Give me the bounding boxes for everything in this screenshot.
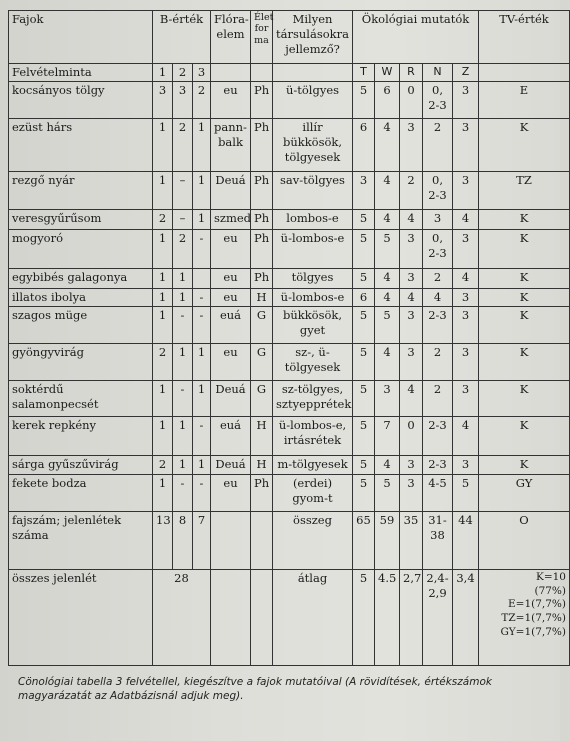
flora-elem: eu xyxy=(211,343,251,380)
osszeg-z: 44 xyxy=(453,511,479,569)
eco-w: 5 xyxy=(375,229,400,268)
empty-cell xyxy=(273,64,353,82)
tv-summary-line: K=10 xyxy=(535,570,566,583)
species-row xyxy=(9,118,570,171)
tarsulas: tölgyes xyxy=(273,268,353,288)
tv-summary xyxy=(479,569,570,665)
b-value-2: - xyxy=(173,474,193,511)
felvetel-3: 3 xyxy=(193,64,211,82)
eco-r: 4 xyxy=(400,288,423,306)
b-value-1: 1 xyxy=(153,416,173,455)
fajszam-b3: 7 xyxy=(193,511,211,569)
tv-ertek: K xyxy=(479,380,570,416)
atlag-label: átlag xyxy=(273,569,353,665)
eco-header-z: Z xyxy=(453,64,479,82)
eco-r: 3 xyxy=(400,306,423,343)
eco-z: 3 xyxy=(453,229,479,268)
species-row xyxy=(9,229,570,268)
b-value-2: 1 xyxy=(173,288,193,306)
osszes-label: összes jelenlét xyxy=(9,569,153,665)
b-value-3: 1 xyxy=(193,171,211,209)
eletforma: G xyxy=(251,380,273,416)
eco-t: 5 xyxy=(353,81,375,118)
eco-n: 4-5 xyxy=(423,474,453,511)
felvetel-1: 1 xyxy=(153,64,173,82)
eco-r: 3 xyxy=(400,118,423,171)
header-eletforma: Élet for ma xyxy=(251,11,273,64)
tv-ertek: TZ xyxy=(479,171,570,209)
tarsulas: ü-lombos-e xyxy=(273,288,353,306)
eco-header-n: N xyxy=(423,64,453,82)
eco-z: 3 xyxy=(453,81,479,118)
eco-z: 3 xyxy=(453,343,479,380)
eco-w: 4 xyxy=(375,288,400,306)
species-name: ezüst hárs xyxy=(9,118,153,171)
tv-summary-line: E=1(7,7%) xyxy=(507,598,566,611)
eco-t: 5 xyxy=(353,343,375,380)
eco-w: 4 xyxy=(375,343,400,380)
species-row xyxy=(9,171,570,209)
tv-summary-line: TZ=1(7,7%) xyxy=(501,611,566,624)
fajszam-row xyxy=(9,511,570,569)
species-name: egybibés galagonya xyxy=(9,268,153,288)
b-value-3: - xyxy=(193,306,211,343)
header-row xyxy=(9,11,570,64)
header-flora-elem: Flóra-elem xyxy=(211,11,251,64)
b-value-2: 1 xyxy=(173,343,193,380)
b-value-2: – xyxy=(173,209,193,229)
eco-n: 2-3 xyxy=(423,455,453,474)
species-name: soktérdű salamonpecsét xyxy=(9,380,153,416)
b-value-2: 3 xyxy=(173,81,193,118)
atlag-z: 3,4 xyxy=(453,569,479,665)
flora-elem: euá xyxy=(211,416,251,455)
eco-w: 7 xyxy=(375,416,400,455)
eco-z: 3 xyxy=(453,455,479,474)
eco-t: 5 xyxy=(353,268,375,288)
flora-elem: szmed xyxy=(211,209,251,229)
tv-ertek: K xyxy=(479,229,570,268)
b-value-3 xyxy=(193,268,211,288)
b-value-2: – xyxy=(173,171,193,209)
empty-cell xyxy=(211,569,251,665)
eco-r: 3 xyxy=(400,455,423,474)
species-name: kerek repkény xyxy=(9,416,153,455)
eco-n: 4 xyxy=(423,288,453,306)
eletforma: H xyxy=(251,288,273,306)
eletforma: G xyxy=(251,306,273,343)
b-value-1: 3 xyxy=(153,81,173,118)
tv-ertek: K xyxy=(479,343,570,380)
eletforma: Ph xyxy=(251,118,273,171)
species-name: mogyoró xyxy=(9,229,153,268)
species-name: sárga gyűszűvirág xyxy=(9,455,153,474)
b-value-3: 2 xyxy=(193,81,211,118)
felvetelminta-row xyxy=(9,64,570,82)
empty-cell xyxy=(211,511,251,569)
tv-ertek: K xyxy=(479,288,570,306)
felvetelminta-label: Felvételminta xyxy=(9,64,153,82)
tv-ertek: K xyxy=(479,416,570,455)
flora-elem: eu xyxy=(211,474,251,511)
b-value-1: 2 xyxy=(153,343,173,380)
empty-cell xyxy=(251,569,273,665)
eco-r: 3 xyxy=(400,474,423,511)
b-value-2: - xyxy=(173,306,193,343)
species-row xyxy=(9,380,570,416)
b-value-3: 1 xyxy=(193,118,211,171)
eco-n: 2-3 xyxy=(423,306,453,343)
eco-n: 2-3 xyxy=(423,416,453,455)
tv-ertek: K xyxy=(479,268,570,288)
species-row xyxy=(9,81,570,118)
eco-w: 4 xyxy=(375,209,400,229)
eco-r: 3 xyxy=(400,343,423,380)
eletforma: H xyxy=(251,416,273,455)
tarsulas: lombos-e xyxy=(273,209,353,229)
flora-elem: euá xyxy=(211,306,251,343)
flora-elem: Deuá xyxy=(211,380,251,416)
species-name: rezgő nyár xyxy=(9,171,153,209)
eco-t: 5 xyxy=(353,229,375,268)
eco-n: 2 xyxy=(423,268,453,288)
eco-t: 6 xyxy=(353,288,375,306)
eco-z: 3 xyxy=(453,306,479,343)
eco-n: 0, 2-3 xyxy=(423,171,453,209)
flora-elem: eu xyxy=(211,268,251,288)
species-row xyxy=(9,343,570,380)
eco-w: 6 xyxy=(375,81,400,118)
species-row xyxy=(9,209,570,229)
fajszam-b1: 13 xyxy=(153,511,173,569)
eco-header-r: R xyxy=(400,64,423,82)
b-value-1: 1 xyxy=(153,171,173,209)
b-value-3: - xyxy=(193,416,211,455)
eco-t: 5 xyxy=(353,380,375,416)
eco-t: 5 xyxy=(353,209,375,229)
eco-z: 3 xyxy=(453,171,479,209)
felvetel-2: 2 xyxy=(173,64,193,82)
eco-z: 4 xyxy=(453,416,479,455)
b-value-2: 1 xyxy=(173,455,193,474)
species-name: illatos ibolya xyxy=(9,288,153,306)
b-value-2: 2 xyxy=(173,118,193,171)
b-value-3: 1 xyxy=(193,343,211,380)
fajszam-b2: 8 xyxy=(173,511,193,569)
b-value-1: 1 xyxy=(153,268,173,288)
eletforma: Ph xyxy=(251,474,273,511)
empty-cell xyxy=(211,64,251,82)
flora-elem: eu xyxy=(211,229,251,268)
eco-t: 5 xyxy=(353,416,375,455)
eletforma: Ph xyxy=(251,81,273,118)
flora-elem: Deuá xyxy=(211,171,251,209)
eco-t: 6 xyxy=(353,118,375,171)
b-value-1: 1 xyxy=(153,288,173,306)
b-value-3: 1 xyxy=(193,209,211,229)
b-value-1: 2 xyxy=(153,455,173,474)
species-row xyxy=(9,288,570,306)
eco-r: 3 xyxy=(400,229,423,268)
eco-z: 4 xyxy=(453,268,479,288)
flora-elem: eu xyxy=(211,81,251,118)
eco-w: 4 xyxy=(375,455,400,474)
atlag-w: 4.5 xyxy=(375,569,400,665)
tarsulas: sz-tölgyes, sztyepprétek xyxy=(273,380,353,416)
header-fajok: Fajok xyxy=(9,11,153,64)
table-caption: Cönológiai tabella 3 felvétellel, kiegészítve a fajok mutatóival (A rövidítések, értékszámok magyarázatát az Adatbázisnál adjuk meg). xyxy=(18,676,492,702)
eletforma: Ph xyxy=(251,171,273,209)
eco-w: 5 xyxy=(375,474,400,511)
species-name: gyöngyvirág xyxy=(9,343,153,380)
eletforma: Ph xyxy=(251,229,273,268)
b-value-2: 2 xyxy=(173,229,193,268)
eco-w: 4 xyxy=(375,171,400,209)
eco-z: 3 xyxy=(453,380,479,416)
empty-cell xyxy=(251,511,273,569)
tarsulas: ü-lombos-e, irtásrétek xyxy=(273,416,353,455)
tarsulas: ü-tölgyes xyxy=(273,81,353,118)
osszes-value: 28 xyxy=(153,569,211,665)
eco-header-t: T xyxy=(353,64,375,82)
eco-header-w: W xyxy=(375,64,400,82)
species-name: fekete bodza xyxy=(9,474,153,511)
species-row xyxy=(9,268,570,288)
flora-elem: Deuá xyxy=(211,455,251,474)
b-value-3: - xyxy=(193,288,211,306)
eco-z: 5 xyxy=(453,474,479,511)
eco-r: 4 xyxy=(400,209,423,229)
b-value-3: - xyxy=(193,229,211,268)
osszeg-t: 65 xyxy=(353,511,375,569)
atlag-n: 2,4-2,9 xyxy=(423,569,453,665)
eco-r: 3 xyxy=(400,268,423,288)
empty-cell xyxy=(251,64,273,82)
tv-ertek: E xyxy=(479,81,570,118)
b-value-3: 1 xyxy=(193,455,211,474)
atlag-t: 5 xyxy=(353,569,375,665)
eco-z: 3 xyxy=(453,288,479,306)
tv-ertek: K xyxy=(479,455,570,474)
eco-r: 0 xyxy=(400,416,423,455)
eco-t: 5 xyxy=(353,455,375,474)
eletforma: Ph xyxy=(251,268,273,288)
b-value-3: - xyxy=(193,474,211,511)
fajszam-label: fajszám; jelenlétek száma xyxy=(9,511,153,569)
b-value-1: 1 xyxy=(153,474,173,511)
eco-r: 2 xyxy=(400,171,423,209)
eletforma: H xyxy=(251,455,273,474)
tarsulas: ü-lombos-e xyxy=(273,229,353,268)
species-row xyxy=(9,416,570,455)
b-value-1: 1 xyxy=(153,380,173,416)
species-name: kocsányos tölgy xyxy=(9,81,153,118)
tarsulas: bükkösök, gyet xyxy=(273,306,353,343)
species-name: veresgyűrűsom xyxy=(9,209,153,229)
tarsulas: sav-tölgyes xyxy=(273,171,353,209)
tv-ertek: K xyxy=(479,306,570,343)
empty-cell xyxy=(479,64,570,82)
eletforma: Ph xyxy=(251,209,273,229)
eco-w: 5 xyxy=(375,306,400,343)
header-okologiai-mutatok: Ökológiai mutatók xyxy=(353,11,479,64)
flora-elem: eu xyxy=(211,288,251,306)
b-value-2: - xyxy=(173,380,193,416)
b-value-1: 2 xyxy=(153,209,173,229)
header-tv-ertek: TV-érték xyxy=(479,11,570,64)
eco-t: 5 xyxy=(353,306,375,343)
eco-n: 2 xyxy=(423,380,453,416)
header-b-ertek: B-érték xyxy=(153,11,211,64)
eco-n: 2 xyxy=(423,343,453,380)
b-value-3: 1 xyxy=(193,380,211,416)
b-value-2: 1 xyxy=(173,416,193,455)
tarsulas: (erdei) gyom-t xyxy=(273,474,353,511)
tv-ertek: GY xyxy=(479,474,570,511)
tv-ertek: K xyxy=(479,118,570,171)
tv-summary-line: GY=1(7,7%) xyxy=(500,625,566,638)
species-name: szagos müge xyxy=(9,306,153,343)
flora-elem: pann-balk xyxy=(211,118,251,171)
eco-n: 3 xyxy=(423,209,453,229)
osszes-row xyxy=(9,569,570,665)
b-value-1: 1 xyxy=(153,118,173,171)
tarsulas: illír bükkösök, tölgyesek xyxy=(273,118,353,171)
header-tarsulas: Milyen társulásokra jellemző? xyxy=(273,11,353,64)
tarsulas: m-tölgyesek xyxy=(273,455,353,474)
eletforma: G xyxy=(251,343,273,380)
osszeg-label: összeg xyxy=(273,511,353,569)
osszeg-tv: O xyxy=(479,511,570,569)
species-row xyxy=(9,306,570,343)
eco-t: 5 xyxy=(353,474,375,511)
b-value-2: 1 xyxy=(173,268,193,288)
eco-z: 4 xyxy=(453,209,479,229)
species-row xyxy=(9,474,570,511)
eco-z: 3 xyxy=(453,118,479,171)
osszeg-n: 31-38 xyxy=(423,511,453,569)
atlag-r: 2,7 xyxy=(400,569,423,665)
eco-w: 4 xyxy=(375,118,400,171)
eco-n: 0, 2-3 xyxy=(423,229,453,268)
eco-w: 4 xyxy=(375,268,400,288)
eco-t: 3 xyxy=(353,171,375,209)
tarsulas: sz-, ü-tölgyesek xyxy=(273,343,353,380)
eco-n: 2 xyxy=(423,118,453,171)
b-value-1: 1 xyxy=(153,306,173,343)
tv-summary-line: (77%) xyxy=(534,584,566,597)
eco-r: 4 xyxy=(400,380,423,416)
coenological-table xyxy=(8,10,570,666)
osszeg-r: 35 xyxy=(400,511,423,569)
tv-ertek: K xyxy=(479,209,570,229)
b-value-1: 1 xyxy=(153,229,173,268)
eco-r: 0 xyxy=(400,81,423,118)
eco-w: 3 xyxy=(375,380,400,416)
species-row xyxy=(9,455,570,474)
osszeg-w: 59 xyxy=(375,511,400,569)
eco-n: 0, 2-3 xyxy=(423,81,453,118)
